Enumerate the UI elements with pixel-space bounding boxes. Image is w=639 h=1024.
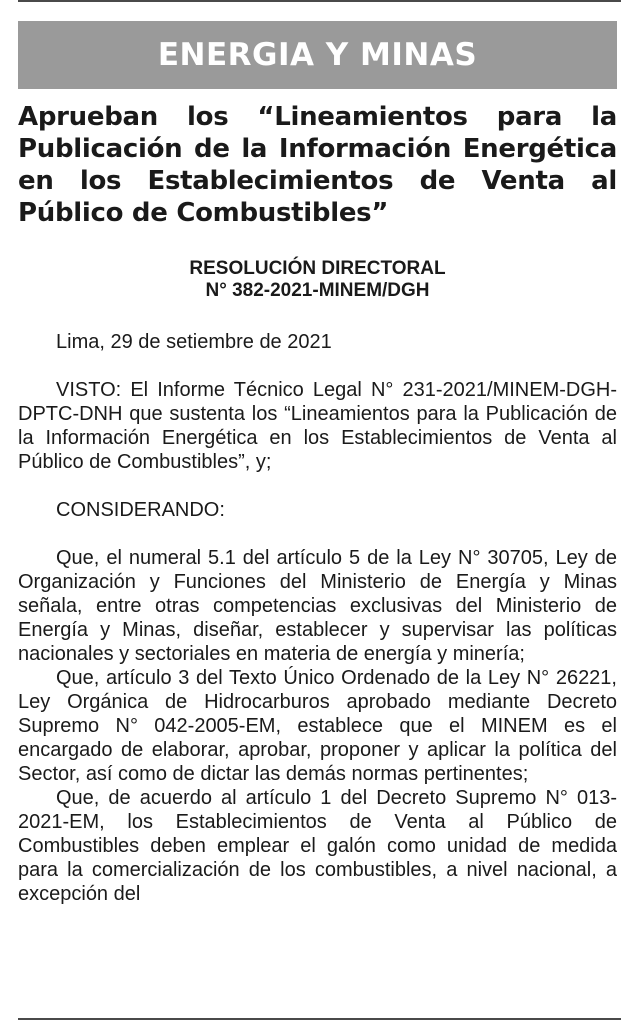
- paragraph: Que, de acuerdo al artículo 1 del Decreto Supremo N° 013-2021-EM, los Establecimientos de Venta al Público de Combustibles deben emplear el galón como unidad de medida para la comercialización de los combustibles, a nivel nacional, a excepción del: [18, 787, 617, 905]
- considerando-heading: CONSIDERANDO:: [56, 499, 225, 521]
- resolution-number: N° 382-2021-MINEM/DGH: [205, 280, 430, 301]
- paragraph: Que, el numeral 5.1 del artículo 5 de la Ley N° 30705, Ley de Organización y Funciones del Ministerio de Energía y Minas señala, entre otras competencias exclusivas del Ministerio de Energía y Minas, diseñar, establecer y supervisar las políticas nacionales y sectoriales en materia de energía y minería;: [18, 547, 617, 665]
- paragraph: Que, artículo 3 del Texto Único Ordenado de la Ley N° 26221, Ley Orgánica de Hidrocarburos aprobado mediante Decreto Supremo N° 042-2005-EM, establece que el MINEM es el encargado de elaborar, aprobar, proponer y aplicar la política del Sector, así como de dictar las demás normas pertinentes;: [18, 667, 617, 785]
- section-banner: [18, 21, 617, 89]
- top-rule: [18, 0, 621, 2]
- article-body: [18, 330, 617, 906]
- article-headline: Aprueban los “Lineamientos para la Publicación de la Información Energética en los Establecimientos de Venta al Público de Combustibles”: [18, 102, 617, 228]
- date-line: Lima, 29 de setiembre de 2021: [56, 331, 332, 353]
- section-title: ENERGIA Y MINAS: [157, 37, 478, 73]
- resolution-title: RESOLUCIÓN DIRECTORAL: [189, 258, 446, 279]
- bottom-rule: [18, 1018, 621, 1020]
- resolution-heading: [18, 258, 617, 302]
- visto-paragraph: VISTO: El Informe Técnico Legal N° 231-2021/MINEM-DGH-DPTC-DNH que sustenta los “Lineamientos para la Publicación de la Información Energética en los Establecimientos de Venta al Público de Combustibles”, y;: [18, 379, 617, 473]
